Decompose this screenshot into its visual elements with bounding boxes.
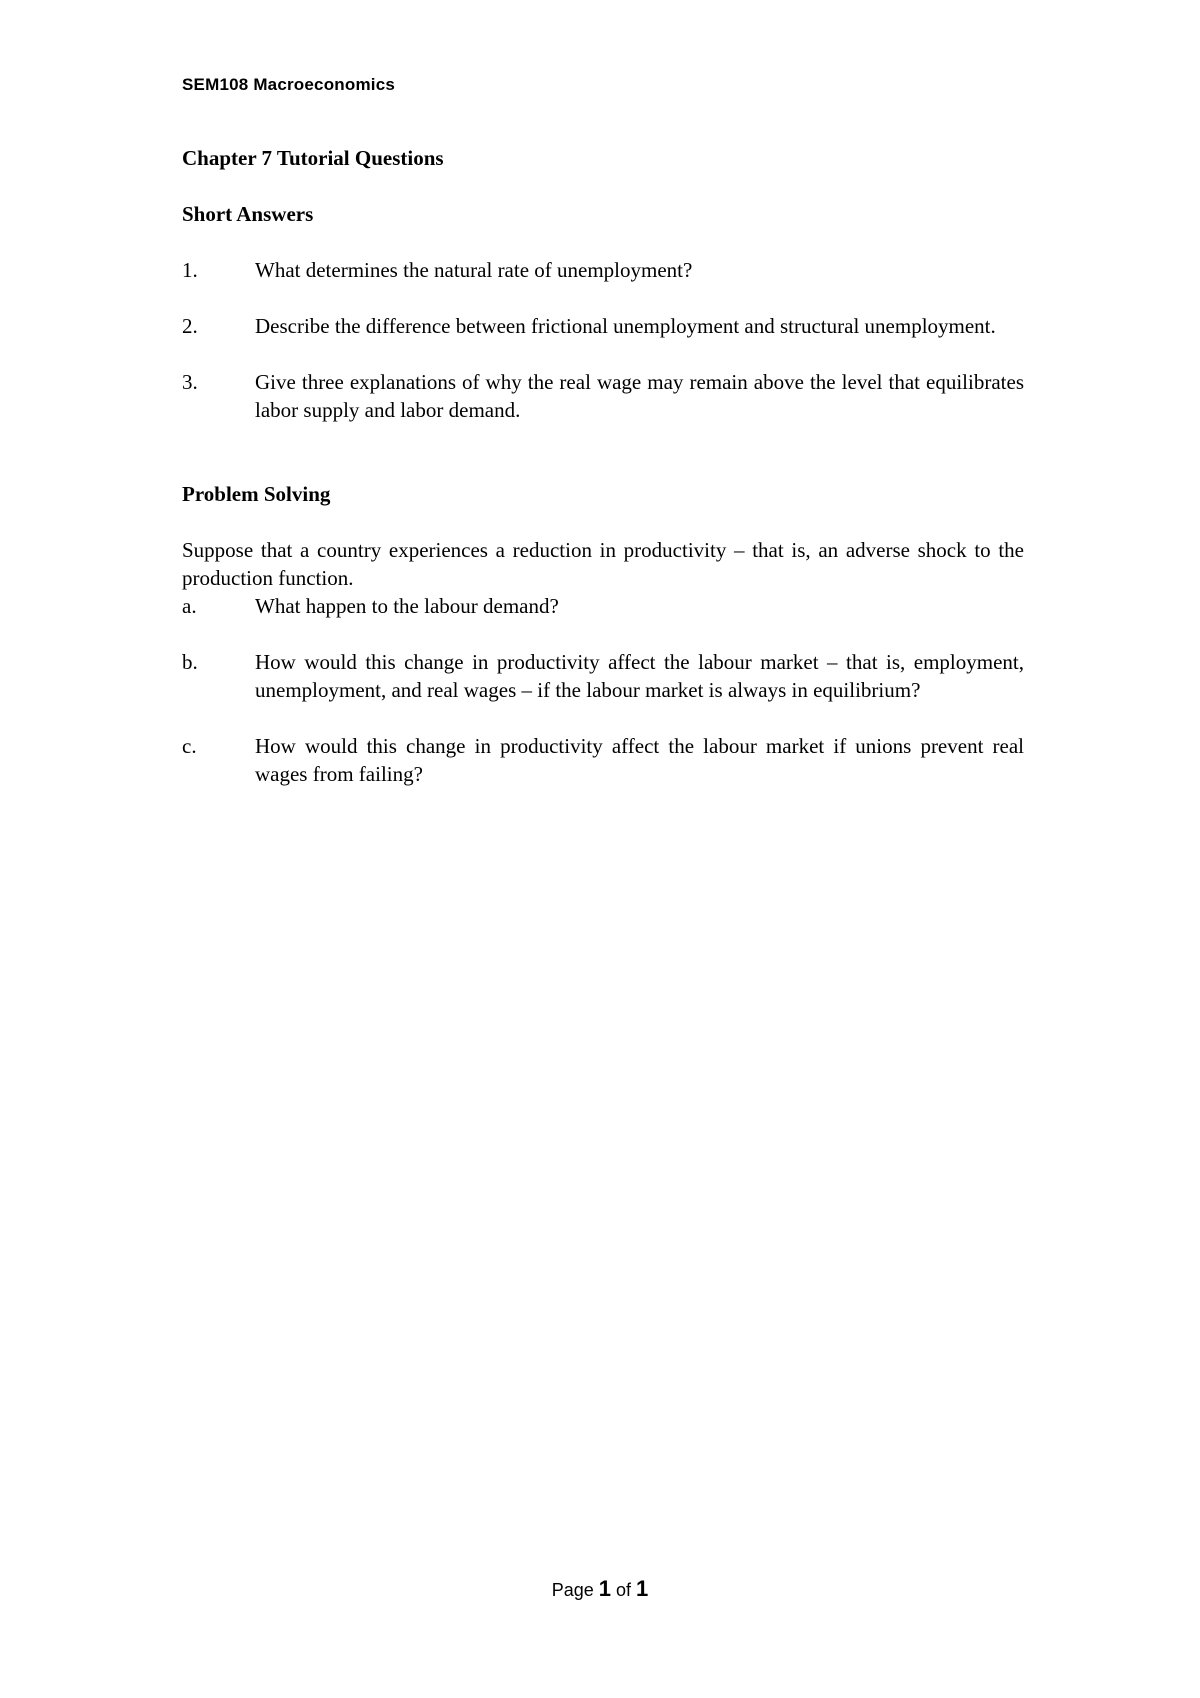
question-1 bbox=[182, 256, 1024, 284]
document-title: Chapter 7 Tutorial Questions bbox=[182, 146, 444, 170]
question-3 bbox=[182, 368, 1024, 424]
document-body bbox=[182, 144, 1024, 788]
question-2-marker: 2. bbox=[182, 314, 198, 338]
problem-a-text: What happen to the labour demand? bbox=[255, 594, 559, 618]
question-2-text: Describe the difference between frictional unemployment and structural unemployment. bbox=[255, 314, 996, 338]
problem-c-marker: c. bbox=[182, 734, 197, 758]
short-answers-heading: Short Answers bbox=[182, 202, 314, 226]
question-3-text: Give three explanations of why the real wage may remain above the level that equilibrates labor supply and labor demand. bbox=[255, 370, 1024, 422]
page-header: SEM108 Macroeconomics bbox=[182, 75, 396, 94]
problem-intro: Suppose that a country experiences a reduction in productivity – that is, an adverse shock to the production function. bbox=[182, 538, 1024, 590]
problem-b-marker: b. bbox=[182, 650, 198, 674]
problem-c bbox=[182, 732, 1024, 788]
of-word: of bbox=[616, 1580, 632, 1600]
question-2 bbox=[182, 312, 1024, 340]
problem-b bbox=[182, 648, 1024, 704]
problem-c-text: How would this change in productivity affect the labour market if unions prevent real wages from failing? bbox=[255, 734, 1024, 786]
total-pages-number: 1 bbox=[636, 1576, 649, 1601]
problem-a-marker: a. bbox=[182, 594, 197, 618]
page-word: Page bbox=[551, 1580, 594, 1600]
problem-solving-heading: Problem Solving bbox=[182, 482, 331, 506]
problem-a bbox=[182, 592, 1024, 620]
question-1-marker: 1. bbox=[182, 258, 198, 282]
page-footer bbox=[0, 1576, 1200, 1602]
current-page-number: 1 bbox=[598, 1576, 611, 1601]
question-3-marker: 3. bbox=[182, 370, 198, 394]
problem-b-text: How would this change in productivity affect the labour market – that is, employment, unemployment, and real wages – if the labour market is always in equilibrium? bbox=[255, 650, 1024, 702]
question-1-text: What determines the natural rate of unemployment? bbox=[255, 258, 693, 282]
